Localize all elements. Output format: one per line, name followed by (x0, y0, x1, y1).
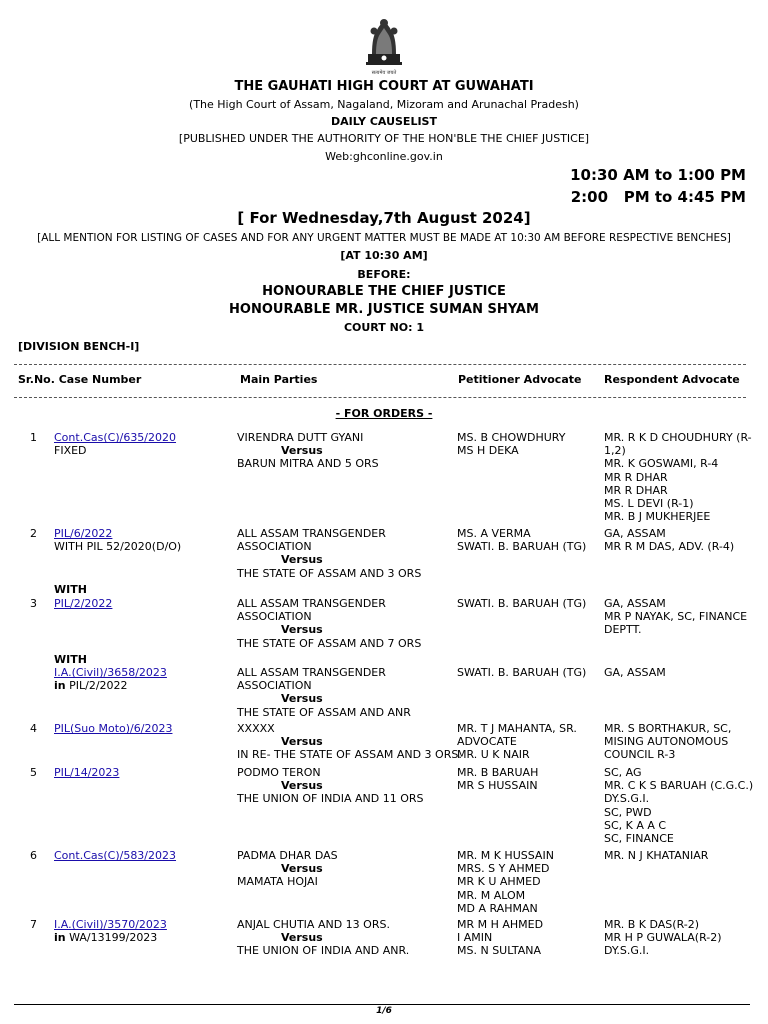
respondent-advocate: MS. L DEVI (R-1) (604, 497, 694, 511)
case-number-link[interactable]: I.A.(Civil)/3658/2023 (54, 666, 167, 679)
court-subtitle: (The High Court of Assam, Nagaland, Mizoram and Arunachal Pradesh) (189, 98, 579, 111)
sitting-time: [AT 10:30 AM] (340, 249, 428, 262)
sr-no: 1 (30, 431, 37, 444)
petitioner-advocate: MR. M ALOM (457, 888, 526, 902)
causelist-date: [ For Wednesday,7th August 2024] (237, 209, 531, 227)
respondent-advocate: MR P NAYAK, SC, FINANCE (604, 610, 748, 624)
versus-label: Versus (281, 692, 323, 706)
petitioner-party: ALL ASSAM TRANSGENDER (237, 666, 386, 679)
judge-1: HONOURABLE THE CHIEF JUSTICE (262, 284, 506, 299)
judge-2: HONOURABLE MR. JUSTICE SUMAN SHYAM (229, 302, 539, 317)
petitioner-party: XXXXX (237, 722, 275, 735)
petitioner-advocate: I AMIN (457, 931, 493, 945)
emblem-caption: सत्यमेव जयते (371, 70, 397, 76)
petitioner-advocate: MR K U AHMED (457, 875, 541, 889)
col-header-case: Sr.No. Case Number (18, 373, 142, 386)
petitioner-advocate: SWATI. B. BARUAH (TG) (457, 597, 587, 610)
respondent-advocate: DEPTT. (604, 623, 642, 637)
respondent-advocate: SC, AG (604, 766, 642, 779)
with-label: WITH (54, 653, 87, 666)
versus-label: Versus (281, 623, 323, 637)
versus-label: Versus (281, 553, 323, 567)
petitioner-party: ALL ASSAM TRANSGENDER (237, 527, 386, 540)
respondent-advocate: MR. S BORTHAKUR, SC, (604, 722, 732, 735)
sr-no: 4 (30, 722, 37, 735)
respondent-advocate: GA, ASSAM (604, 666, 666, 679)
respondent-party: IN RE- THE STATE OF ASSAM AND 3 ORS. (237, 748, 462, 762)
respondent-advocate: MR. C K S BARUAH (C.G.C.) (604, 779, 754, 793)
parent-case: PIL/2/2022 (69, 679, 128, 693)
sr-no: 2 (30, 527, 37, 540)
petitioner-advocate: MS H DEKA (457, 444, 519, 458)
petitioner-party: ANJAL CHUTIA AND 13 ORS. (237, 918, 390, 931)
col-header-respondent-adv: Respondent Advocate (604, 373, 740, 386)
respondent-party: THE UNION OF INDIA AND ANR. (237, 944, 410, 958)
national-emblem-icon (362, 14, 406, 76)
respondent-advocate: GA, ASSAM (604, 597, 666, 610)
respondent-party: BARUN MITRA AND 5 ORS (237, 457, 379, 471)
respondent-advocate: MR H P GUWALA(R-2) (604, 931, 722, 945)
petitioner-advocate: MS. N SULTANA (457, 944, 541, 958)
before-label: BEFORE: (357, 268, 411, 281)
respondent-advocate: DY.S.G.I. (604, 944, 650, 958)
in-label: in (54, 931, 66, 945)
case-number-link[interactable]: PIL/6/2022 (54, 527, 113, 540)
case-note: WITH PIL 52/2020(D/O) (54, 540, 182, 554)
petitioner-party: ASSOCIATION (237, 610, 312, 624)
col-header-petitioner-adv: Petitioner Advocate (458, 373, 582, 386)
petitioner-advocate: MR. M K HUSSAIN (457, 849, 554, 862)
petitioner-advocate: MR. U K NAIR (457, 748, 530, 762)
respondent-party: THE STATE OF ASSAM AND ANR (237, 705, 411, 719)
petitioner-party: ALL ASSAM TRANSGENDER (237, 597, 386, 610)
authority-note: [PUBLISHED UNDER THE AUTHORITY OF THE HON'BLE THE CHIEF JUSTICE] (178, 132, 590, 145)
versus-label: Versus (281, 779, 323, 793)
respondent-advocate: MR. K GOSWAMI, R-4 (604, 457, 719, 471)
respondent-advocate: MR. R K D CHOUDHURY (R- (604, 431, 752, 444)
sr-no: 3 (30, 597, 37, 610)
petitioner-advocate: MR M H AHMED (457, 918, 544, 931)
respondent-advocate: COUNCIL R-3 (604, 748, 676, 762)
versus-label: Versus (281, 735, 323, 749)
with-label: WITH (54, 583, 87, 596)
col-header-parties: Main Parties (240, 373, 318, 386)
bench-label: [DIVISION BENCH-I] (18, 340, 140, 353)
divider (14, 364, 746, 365)
divider (14, 397, 746, 398)
case-number-link[interactable]: I.A.(Civil)/3570/2023 (54, 918, 167, 931)
respondent-advocate: MR. N J KHATANIAR (604, 849, 709, 862)
versus-label: Versus (281, 931, 323, 945)
versus-label: Versus (281, 444, 323, 458)
respondent-party: MAMATA HOJAI (237, 875, 318, 889)
sr-no: 7 (30, 918, 37, 931)
case-number-link[interactable]: PIL(Suo Moto)/6/2023 (54, 722, 173, 735)
sr-no: 6 (30, 849, 37, 862)
petitioner-party: PODMO TERON (237, 766, 321, 779)
respondent-party: THE STATE OF ASSAM AND 3 ORS (237, 566, 422, 580)
respondent-advocate: SC, FINANCE (604, 832, 674, 846)
respondent-party: THE UNION OF INDIA AND 11 ORS (237, 792, 424, 806)
petitioner-party: PADMA DHAR DAS (237, 849, 338, 862)
court-number: COURT NO: 1 (343, 321, 425, 334)
petitioner-advocate: SWATI. B. BARUAH (TG) (457, 540, 587, 554)
case-note: FIXED (54, 444, 87, 458)
page-number: 1/6 (376, 1006, 392, 1016)
respondent-advocate: MISING AUTONOMOUS (604, 735, 729, 749)
parent-case: WA/13199/2023 (69, 931, 158, 945)
morning-session-time: 10:30 AM to 1:00 PM (570, 166, 746, 184)
petitioner-advocate: MS. A VERMA (457, 527, 531, 540)
respondent-advocate: GA, ASSAM (604, 527, 666, 540)
petitioner-advocate: MR. B BARUAH (457, 766, 539, 779)
mention-note: [ALL MENTION FOR LISTING OF CASES AND FOR ANY URGENT MATTER MUST BE MADE AT 10:30 AM BEFORE RESPECTIVE BENCHES] (37, 232, 731, 244)
in-label: in (54, 679, 66, 693)
case-number-link[interactable]: PIL/2/2022 (54, 597, 113, 610)
respondent-party: THE STATE OF ASSAM AND 7 ORS (237, 636, 422, 650)
respondent-advocate: DY.S.G.I. (604, 792, 650, 806)
petitioner-party: ASSOCIATION (237, 540, 312, 554)
versus-label: Versus (281, 862, 323, 876)
case-number-link[interactable]: PIL/14/2023 (54, 766, 120, 779)
case-number-link[interactable]: Cont.Cas(C)/583/2023 (54, 849, 177, 862)
website-link[interactable]: Web:ghconline.gov.in (325, 150, 443, 163)
petitioner-advocate: MD A RAHMAN (457, 901, 538, 915)
petitioner-advocate: MRS. S Y AHMED (457, 862, 550, 876)
respondent-advocate: MR R M DAS, ADV. (R-4) (604, 540, 735, 554)
list-type: DAILY CAUSELIST (331, 115, 437, 128)
petitioner-advocate: MR S HUSSAIN (457, 779, 538, 793)
respondent-advocate: MR. B J MUKHERJEE (604, 510, 711, 524)
petitioner-advocate: ADVOCATE (457, 735, 517, 749)
respondent-advocate: SC, K A A C (604, 818, 667, 832)
petitioner-party: VIRENDRA DUTT GYANI (237, 431, 364, 444)
respondent-advocate: SC, PWD (604, 805, 652, 819)
afternoon-session-time: 2:00 PM to 4:45 PM (570, 188, 746, 206)
sr-no: 5 (30, 766, 37, 779)
court-name: THE GAUHATI HIGH COURT AT GUWAHATI (234, 79, 534, 94)
petitioner-advocate: MR. T J MAHANTA, SR. (457, 722, 577, 735)
petitioner-party: ASSOCIATION (237, 679, 312, 693)
respondent-advocate: MR R DHAR (604, 483, 668, 497)
petitioner-advocate: SWATI. B. BARUAH (TG) (457, 666, 587, 679)
section-for-orders: - FOR ORDERS - (335, 407, 433, 420)
respondent-advocate: MR R DHAR (604, 470, 668, 484)
case-number-link[interactable]: Cont.Cas(C)/635/2020 (54, 431, 177, 444)
footer-divider (14, 1004, 750, 1005)
respondent-advocate: 1,2) (604, 444, 626, 458)
respondent-advocate: MR. B K DAS(R-2) (604, 918, 700, 931)
petitioner-advocate: MS. B CHOWDHURY (457, 431, 566, 444)
